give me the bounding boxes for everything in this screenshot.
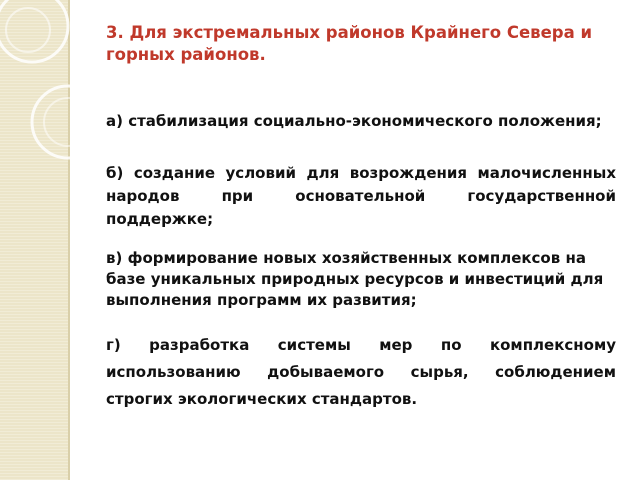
deco-circle-top-inner [6, 8, 50, 52]
item-g: г) разработка системы мер по комплексному использованию добываемого сырья, соблюдением строгих экологических стандартов. [106, 336, 616, 408]
slide-title: 3. Для экстремальных районов Крайнего Севера и горных районов. [106, 23, 593, 64]
item-a: а) стабилизация социально-экономического положения; [106, 112, 602, 130]
deco-circle-middle [32, 86, 104, 158]
deco-circle-middle-inner [44, 98, 92, 146]
item-v: в) формирование новых хозяйственных комплексов на базе уникальных природных ресурсов и инвестиций для выполнения программ их развития; [106, 249, 604, 309]
item-b: б) создание условий для возрождения малочисленных народов при основательной государственной поддержке; [106, 164, 616, 228]
